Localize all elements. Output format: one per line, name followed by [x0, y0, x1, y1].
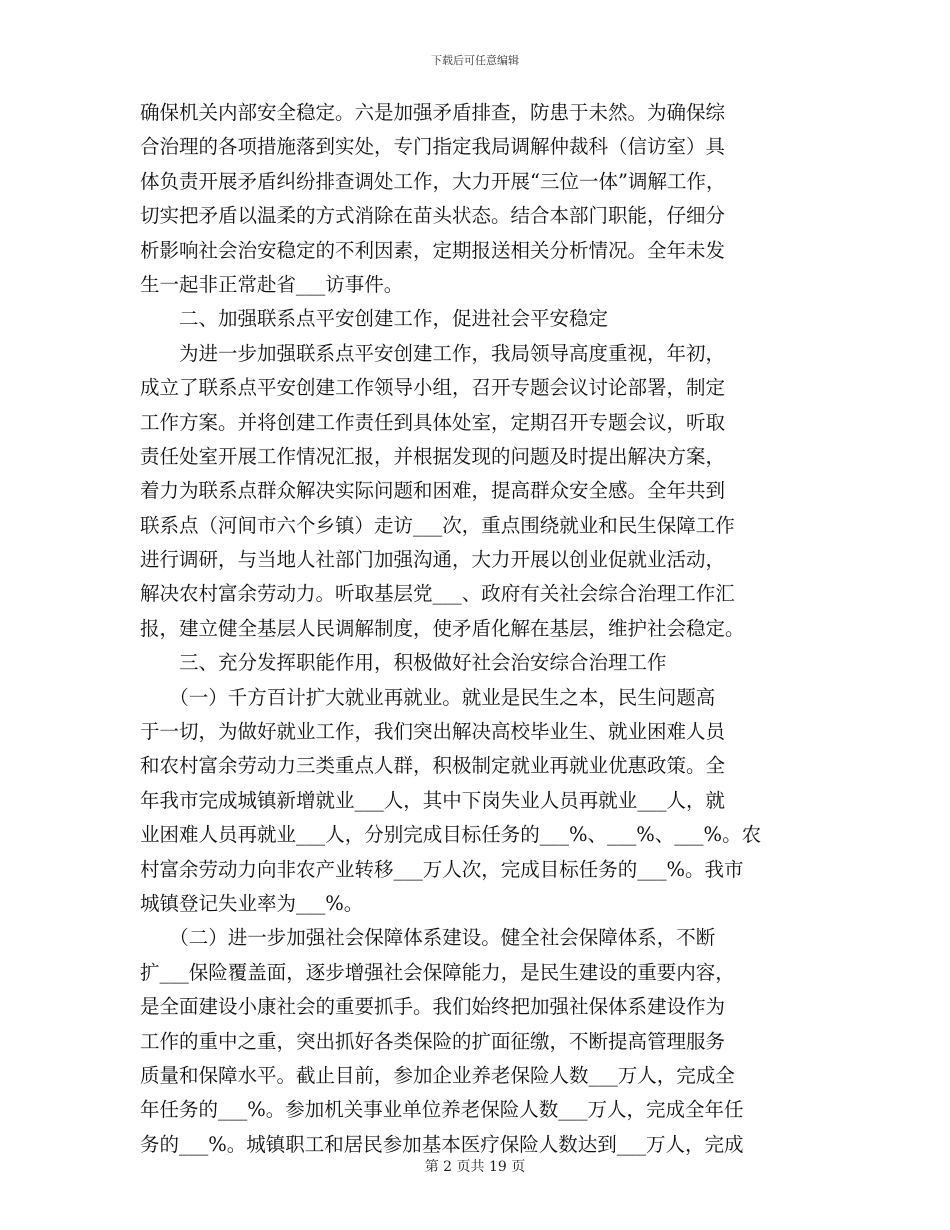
text-line: 责任处室开展工作情况汇报，并根据发现的问题及时提出解决方案，: [140, 444, 726, 468]
text-line: 务的___%。城镇职工和居民参加基本医疗保险人数达到___万人，完成: [140, 1132, 744, 1156]
text-line: 成立了联系点平安创建工作领导小组，召开专题会议讨论部署，制定: [140, 376, 726, 400]
text-line: 进行调研，与当地人社部门加强沟通，大力开展以创业促就业活动，: [140, 548, 726, 572]
text-line: 报，建立健全基层人民调解制度，使矛盾化解在基层，维护社会稳定。: [140, 616, 745, 640]
text-line: 扩___保险覆盖面，逐步增强社会保障能力，是民生建设的重要内容，: [140, 960, 735, 984]
text-line: 业困难人员再就业___人，分别完成目标任务的___%、___%、___%。农: [140, 823, 762, 847]
text-line: （一）千方百计扩大就业再就业。就业是民生之本，民生问题高: [140, 685, 716, 709]
text-line: 解决农村富余劳动力。听取基层党___、政府有关社会综合治理工作汇: [140, 582, 735, 606]
text-line: 是全面建设小康社会的重要抓手。我们始终把加强社保体系建设作为: [140, 995, 726, 1019]
text-line: 质量和保障水平。截止目前，参加企业养老保险人数___万人，完成全: [140, 1063, 735, 1087]
text-line: 于一切，为做好就业工作，我们突出解决高校毕业生、就业困难人员: [140, 720, 726, 744]
text-line: 村富余劳动力向非农产业转移___万人次，完成目标任务的___%。我市: [140, 857, 744, 881]
text-line: 确保机关内部安全稳定。六是加强矛盾排查，防患于未然。为确保综: [140, 101, 726, 124]
text-line: 工作的重中之重，突出抓好各类保险的扩面征缴，不断提高管理服务: [140, 1029, 726, 1053]
text-line: 合治理的各项措施落到实处，专门指定我局调解仲裁科（信访室）具: [140, 135, 726, 159]
text-line: 年任务的___%。参加机关事业单位养老保险人数___万人，完成全年任: [140, 1098, 744, 1122]
text-line: 年我市完成城镇新增就业___人，其中下岗失业人员再就业___人，就: [140, 788, 726, 812]
page-footer: 第 2 页共 19 页: [424, 1159, 526, 1175]
text-line: 城镇登记失业率为___%。: [140, 891, 364, 915]
text-line: 为进一步加强联系点平安创建工作，我局领导高度重视，年初，: [140, 341, 726, 365]
text-line: 着力为联系点群众解决实际问题和困难，提高群众安全感。全年共到: [140, 479, 726, 503]
text-line: 二、加强联系点平安创建工作，促进社会平安稳定: [140, 307, 609, 331]
document-body: [140, 96, 812, 1162]
text-line: 工作方案。并将创建工作责任到具体处室，定期召开专题会议，听取: [140, 410, 726, 434]
text-line: 和农村富余劳动力三类重点人群，积极制定就业再就业优惠政策。全: [140, 754, 726, 778]
text-line: 析影响社会治安稳定的不利因素，定期报送相关分析情况。全年未发: [140, 238, 726, 262]
text-line: 体负责开展矛盾纠纷排查调处工作，大力开展“三位一体”调解工作，: [140, 169, 726, 193]
text-line: 生一起非正常赴省___访事件。: [140, 272, 404, 296]
text-line: 三、充分发挥职能作用，积极做好社会治安综合治理工作: [140, 651, 667, 675]
page-header: 下载后可任意编辑: [431, 54, 519, 67]
text-line: （二）进一步加强社会保障体系建设。健全社会保障体系，不断: [140, 926, 716, 950]
text-line: 切实把矛盾以温柔的方式消除在苗头状态。结合本部门职能，仔细分: [140, 204, 726, 228]
text-line: 联系点（河间市六个乡镇）走访___次，重点围绕就业和民生保障工作: [140, 513, 735, 537]
